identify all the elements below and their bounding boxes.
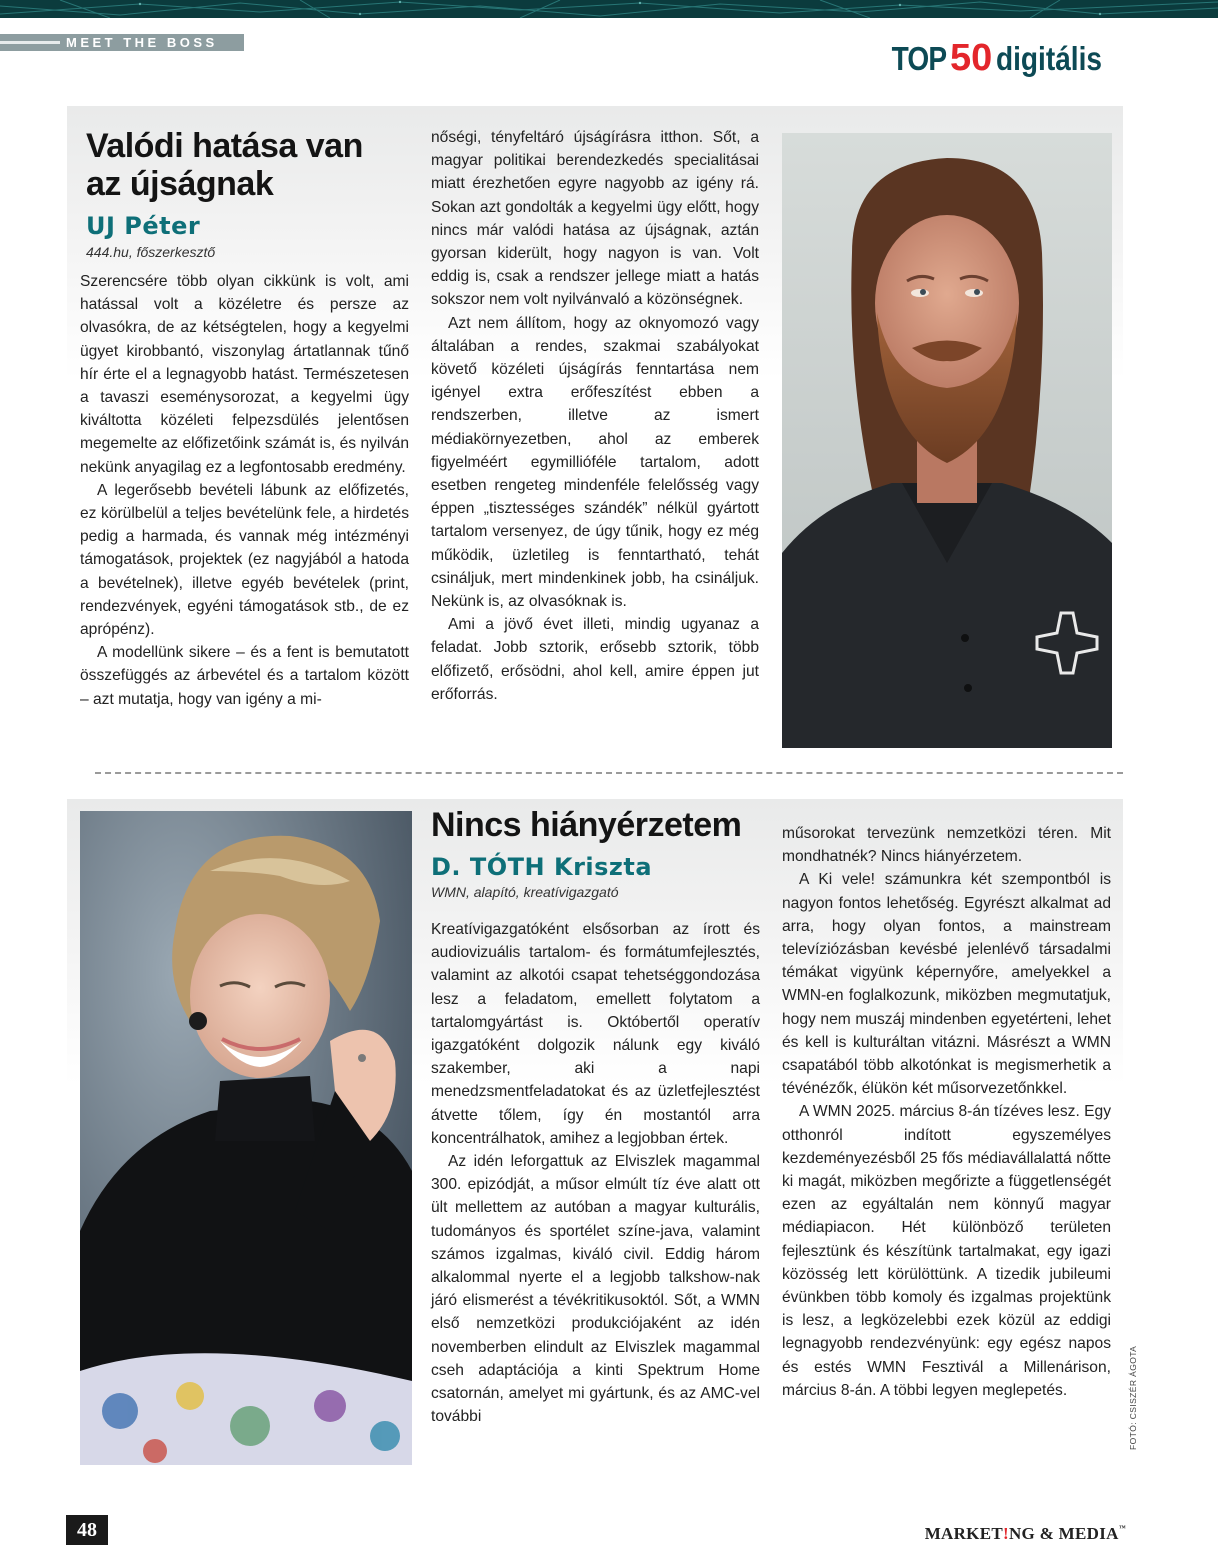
top50-number: 50 [950, 37, 993, 79]
article1-headline-line1: Valódi hatása van [86, 127, 363, 165]
article2-c1-p2: Az idén leforgattuk az Elviszlek magammal 300. epizódját, a műsor elmúlt tíz éve alatt ott ült mellettem az autóban a magyar kulturális, tudományos és sportélet színe-java, valamint számos izgalmas, kiváló civil. Eddig három alkalommal nyerte el a legjobb talkshow-nak járó elismerést a tévékritikusoktól. Sőt, a WMN első nemzetközi produkciójaként az idén novemberben elindult az Elviszlek magammal cseh adaptációja a kinti Spektrum Home csatornán, amelyet mi gyártunk, és az AMC-vel további [431, 1153, 760, 1426]
article2-headline: Nincs hiányérzetem [431, 806, 742, 844]
article1-c1-p3: A modellünk sikere – és a fent is bemutatott összefüggés az árbevétel és a tartalom között – azt mutatja, hogy van igény a mi- [80, 644, 409, 708]
article1-column2 [431, 126, 759, 706]
top50-brand [882, 37, 1121, 80]
photo-credit: FOTÓ: CSISZÉR ÁGOTA [1128, 1345, 1138, 1450]
top50-top-text: TOP [891, 40, 947, 77]
portrait-uj-peter [782, 133, 1112, 748]
article1-c2-p3: Ami a jövő évet illeti, mindig ugyanaz a feladat. Jobb sztorik, erősebb sztorik, több előfizető, erősödni, ahol kell, amire éppen jut erőforrás. [431, 616, 759, 703]
article1-person-role: 444.hu, főszerkesztő [86, 244, 216, 260]
magazine-brand-part2: NG & MEDIA [1008, 1524, 1119, 1543]
magazine-brand-tm: ™ [1118, 1524, 1126, 1532]
article1-headline [86, 127, 363, 203]
article1-column1 [80, 270, 409, 711]
magazine-brand-mark: ! [1003, 1524, 1009, 1543]
magazine-brand [925, 1524, 1126, 1544]
article2-c2-p1: műsorokat tervezünk nemzetközi téren. Mit mondhatnék? Nincs hiányérzetem. [782, 825, 1111, 866]
article2-person-role: WMN, alapító, kreatívigazgató [431, 884, 619, 900]
article1-c2-p1: nőségi, tényfeltáró újságírásra itthon. Sőt, a magyar politikai berendezkedés specialitásai miatt érezhetően egyre nagyobb az igény rá. Sokan azt gondolták a kegyelmi ügy előtt, hogy nincs már valódi hatása az újságnak, aztán gyorsan kiderült, hogy nagyon is van. Volt eddig is, csak a rendszer jellege miatt a hatás sokszor nem volt nyilvánvaló a közönségnek. [431, 129, 759, 309]
article1-c1-p1: Szerencsére több olyan cikkünk is volt, ami hatással volt a közéletre és persze az olvasókra, de az kétségtelen, hogy a kegyelmi ügyet kirobbantó, viszonylag ártatlannak tűnő hír érte el a legnagyobb hatást. Természetesen a tavaszi eseménysorozat, a kegyelmi ügy kiváltotta közéleti felpezsdülés jelentősen megemelte az előfizetőink számát is, és nyilván nekünk anyagilag ez a legfontosabb eredmény. [80, 273, 409, 476]
article2-c2-p3: A WMN 2025. március 8-án tízéves lesz. Egy otthonról indított egyszemélyes kezdeményezésből 25 fős médiavállalattá nőtte ki magát, miközben megőrizte a függetlenségét ezen az egyáltalán nem könnyű magyar médiapiacon. Hét különböző területen fejlesztünk és készítünk tartalmakat, egy igazi közösség lett körülöttünk. A tizedik jubileumi évünkben több komoly és izgalmas projektünk is lesz, a legközelebbi ezek közül az eddigi legnagyobb rendezvényünk: egy egész napos és estés WMN Fesztivál a Millenárison, március 8-án. A többi legyen meglepetés. [782, 1103, 1111, 1399]
article2-column2 [782, 822, 1111, 1402]
article1-headline-line2: az újságnak [86, 165, 274, 203]
section-label: MEET THE BOSS [66, 35, 218, 50]
page-number: 48 [66, 1515, 108, 1545]
article2-c1-p1: Kreatívigazgatóként elsősorban az írott és audiovizuális tartalom- és formátumfejlesztés, valamint az alkotói csapat tehetséggondozása lesz a feladatom, emellett folytatom a tartalomgyártást is. Októbertől operatív igazgatóként dolgozik nálunk egy kiváló szakember, aki a napi menedzsmentfeladatokat és az üzletfejlesztést átvette tőlem, így én mostantól arra koncentrálhatok, amihez a legjobban értek. [431, 921, 760, 1147]
section-bar [0, 34, 244, 51]
article1-c2-p2: Azt nem állítom, hogy az oknyomozó vagy általában a rendes, szakmai szabályokat követő közéleti újságírás fenntartása nem igényel extra erőfeszítést ebben a rendszerben, illetve az ismert médiakörnyezetben, ahol az emberek figyelméért egymillióféle tartalom, adott esetben rengeteg mindenféle felelősség vagy éppen „tisztességes szándék” nélkül gyártott tartalom versenyez, de úgy tűnik, hogy ez még működik, üzletileg is fenntartható, tehát csináljuk, mert mindenkinek jobb, ha csináljuk. Nekünk is, az olvasóknak is. [431, 314, 759, 611]
section-rule [0, 41, 60, 44]
article1-c1-p2: A legerősebb bevételi lábunk az előfizetés, ez körülbelül a teljes bevételünk fele, a hirdetés pedig a harmada, és vannak még intézményi támogatások, projektek (ez nagyjából a hatoda a bevételnek), illetve egyéb bevételek (print, rendezvények, egyéni támogatások stb., de ez aprópénz). [80, 481, 409, 639]
top-banner [0, 0, 1218, 18]
magazine-brand-part1: MARKET [924, 1524, 1003, 1543]
article2-person-name: D. TÓTH Kriszta [431, 853, 653, 881]
article2-column1 [431, 918, 760, 1428]
article2-c2-p2: A Ki vele! számunkra két szempontból is nagyon fontos lehetőség. Egyrészt alkalmat ad arra, hogy olyan fontos, a mainstream televíziózásban kevésbé jelenlévő társadalmi témákat vigyünk képernyőre, amelyekkel a WMN-en foglalkozunk, miközben megmutatjuk, hogy nem muszáj mindenben egyetérteni, lehet és kell is kulturáltan vitázni. Másrészt a WMN csapatából több alkotónkat is megismerhetik a tévénézők, élükön két műsorvezetőnkkel. [782, 871, 1111, 1098]
article1-person-name: UJ Péter [86, 212, 201, 240]
portrait-d-toth-kriszta [80, 811, 412, 1465]
top50-word: digitális [996, 40, 1103, 77]
section-divider [95, 772, 1123, 774]
